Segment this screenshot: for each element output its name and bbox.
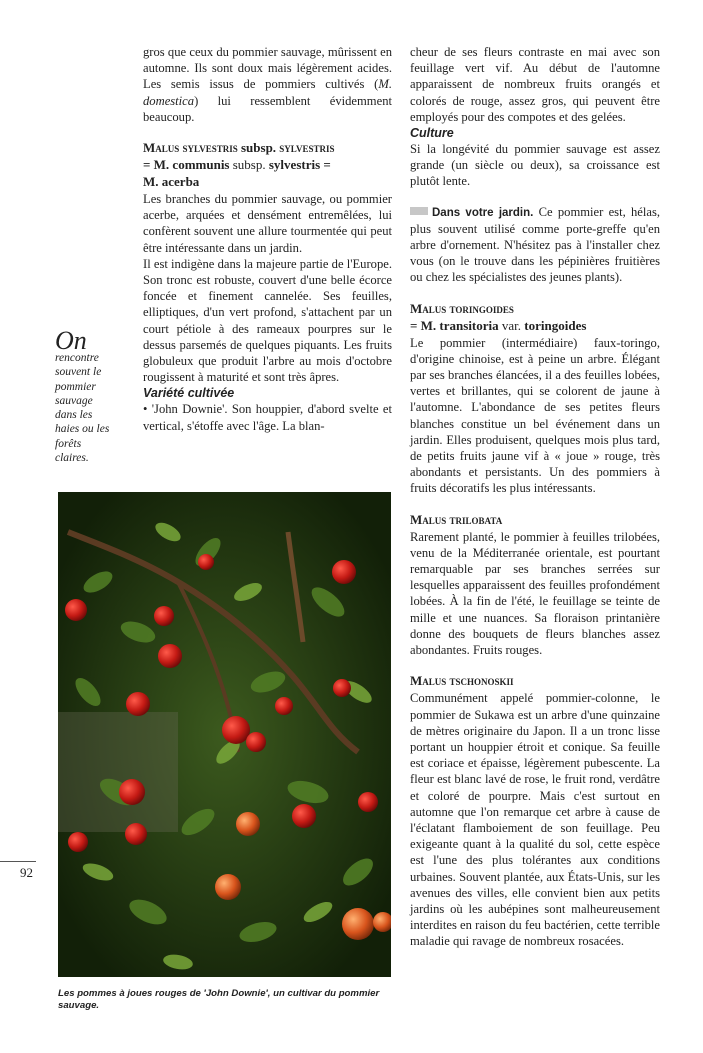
heading-synonym-subspecies: sylvestris = (268, 157, 331, 173)
heading-synonym-2: M. acerba (143, 174, 200, 190)
intro-end: ) lui ressemblent évidemment beaucoup. (143, 93, 392, 124)
page-number-rule (0, 861, 36, 862)
toringoides-paragraph: Le pommier (intermédiaire) faux-toringo, d'origine chinoise, est à peine un arbre. Élégant par ses branches élancées, il a des feuilles lobées, vertes et brillantes, qui se colorent de jaune à l'automne. L'abondance de ses petites fleurs blanches constitue un bel événement dans un jardin. Elles produisent, quelques mois plus tard, de petits fruits jaune vif à « joue » rouge, très abondants et persistants. Un des pommiers à fruits décoratifs les plus intéressants. (410, 335, 660, 496)
heading-species: tschonoskii (449, 673, 514, 689)
photo-illustration (58, 492, 391, 977)
garden-text: Ce pommier est, hélas, plus souvent utilisé comme porte-greffe qu'en arbre d'ornement. N'hésitez pas à l'installer chez vous (on le trouve dans les pépinières fruitières ou chez les spécialistes des jeunes plants). (410, 204, 661, 285)
garden-paragraph (410, 204, 660, 286)
column-left (143, 44, 392, 434)
trilobata-paragraph: Rarement planté, le pommier à feuilles trilobées, venu de la Méditerranée orientale, est pourtant remarquable par ses branches serrées sur lesquelles apparaissent des feuilles profondément lobées. À la fin de l'été, le feuillage se teinte de mille et une nuances. Sa floraison printanière donne des bouquets de fleurs blanches assez abondantes. Fruits rouges. (410, 529, 660, 658)
heading-genus: Malus (143, 140, 180, 156)
intro-text: gros que ceux du pommier sauvage, mûrissent en automne. Ils sont doux mais légèrement acides. Les semis issus de pommiers cultivés ( (143, 45, 392, 92)
column-right (410, 44, 660, 950)
culture-paragraph: Si la longévité du pommier sauvage est assez grande (un siècle ou deux), sa croissance est plutôt lente. (410, 142, 660, 189)
variety-paragraph: • 'John Downie'. Son houppier, d'abord svelte et vertical, s'étoffe avec l'âge. La blan- (143, 402, 392, 433)
section-marker-icon (410, 207, 428, 215)
sidenote-text: rencontre souvent le pommier sauvage dans les haies ou les forêts claires. (55, 352, 110, 465)
heading-synonym-rank: var. (501, 317, 522, 333)
heading-trilobata (410, 511, 660, 528)
heading-tschonoskii (410, 672, 660, 689)
apple-tree-photo (58, 492, 391, 977)
heading-genus: Malus (410, 511, 447, 527)
garden-tag: Dans votre jardin. (432, 206, 534, 219)
heading-subspecies: sylvestris (279, 140, 335, 156)
heading-toringoides (410, 300, 660, 334)
sidenote-initial: On (55, 326, 87, 355)
tschonoskii-paragraph: Communément appelé pommier-colonne, le pommier de Sukawa est un arbre d'une quinzaine de mètres originaire du Japon. Il a un tronc lisse portant un houppier étroit et conique. Sa feuille est coriace et épaisse, légèrement pubescente. La fleur est blanc lavé de rose, le fruit rond, verdâtre et coloré de pourpre. Mais c'est surtout en automne que l'on remarque cet arbre à cause de l'éclatant flamboiement de son feuillage. Peu exigeante quant à la qualité du sol, cette espèce est l'une des plus tolérantes aux conditions urbaines. Souvent plantée, aux États-Unis, sur les avenues des villes, elle convient bien aux petits jardins où les aubépines sont malheureusement interdites en raison du feu bactérien, cette terrible maladie qui ravage de nombreux rosacées. (410, 691, 660, 949)
sylvestris-paragraph-2: Il est indigène dans la majeure partie de l'Europe. Son tronc est robuste, couvert d'une belle écorce foncée et finement cannelée. Ses feuilles, elliptiques, d'un vert profond, s'attachent par un court pétiole à des rameaux pourpres sur le dessus parsemés de quelques piquants. Les fruits globuleux que produit l'arbre au mois d'octobre rougissent à maturité et sont très âpres. (143, 256, 392, 385)
photo-caption: Les pommes à joues rouges de 'John Downie', un cultivar du pommier sauvage. (58, 988, 380, 1011)
intro-italic: M. domestica (143, 77, 392, 108)
heading-sylvestris (143, 139, 392, 190)
continued-paragraph: cheur de ses fleurs contraste en mai avec son feuillage vert vif. Au début de l'automne apparaissent de nombreux fruits orangés et colorés de rouge, assez gros, qui peuvent être employés pour des compotes et des gelées. (410, 45, 660, 124)
heading-rank: subsp. (240, 140, 277, 156)
heading-synonym-variety: toringoides (524, 317, 587, 333)
heading-species: toringoides (449, 300, 514, 316)
variety-heading: Variété cultivée (143, 386, 235, 401)
heading-species: sylvestris (182, 140, 238, 156)
heading-genus: Malus (410, 673, 447, 689)
heading-synonym: = M. communis (143, 157, 230, 173)
intro-paragraph (143, 44, 392, 125)
culture-heading: Culture (410, 126, 454, 141)
sylvestris-paragraph-1: Les branches du pommier sauvage, ou pommier acerbe, arquées et densément entremêlées, lui confèrent souvent une allure tourmentée qui peut être intéressante dans un jardin. (143, 192, 392, 255)
sidenote (55, 328, 113, 465)
heading-synonym-rank: subsp. (232, 157, 266, 173)
page-number: 92 (20, 865, 33, 880)
heading-species: trilobata (449, 511, 503, 527)
heading-genus: Malus (410, 300, 447, 316)
heading-synonym: = M. transitoria (410, 317, 499, 333)
